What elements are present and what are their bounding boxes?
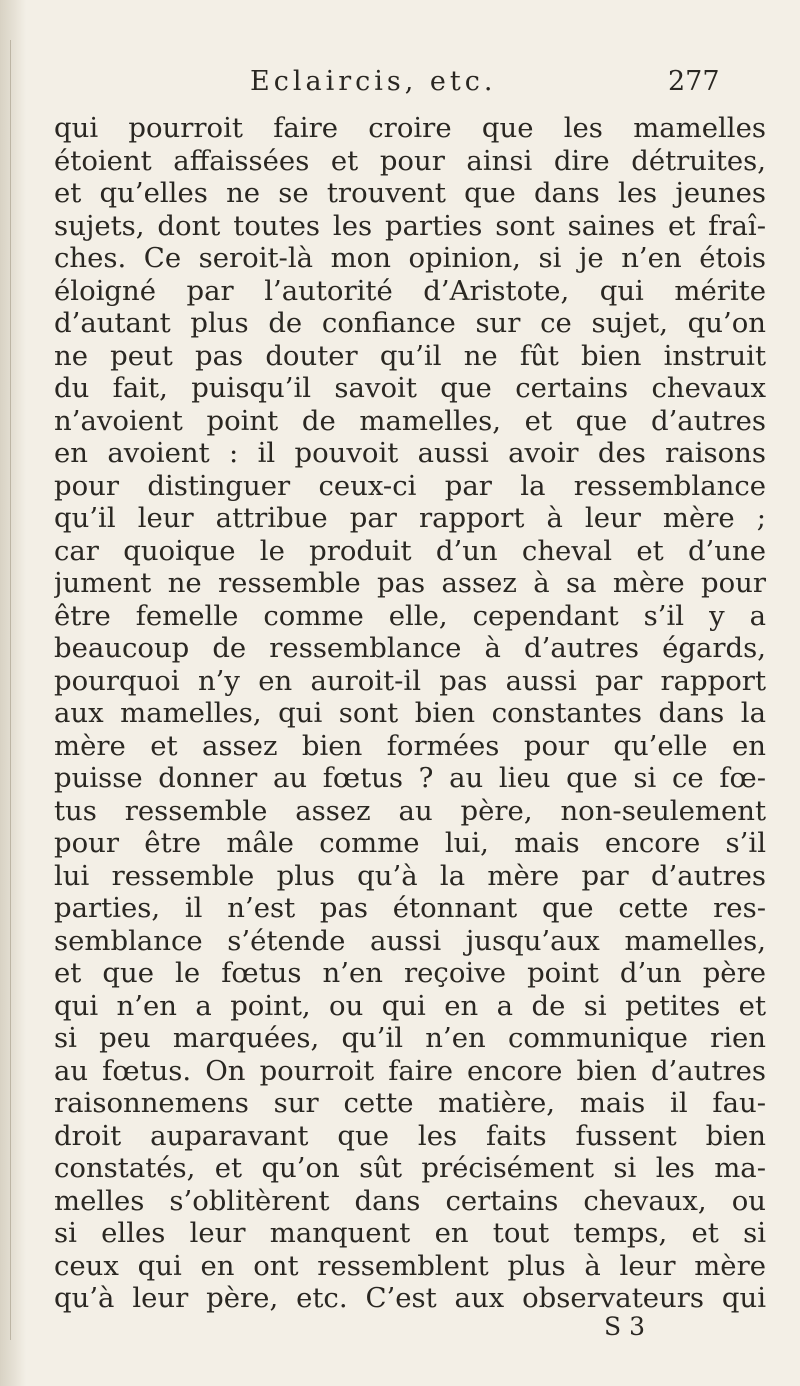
text-line: ne peut pas douter qu’il ne fût bien instruit	[54, 339, 766, 372]
text-line: beaucoup de ressemblance à d’autres égards,	[54, 632, 766, 664]
text-line: n’avoient point de mamelles, et que d’autres	[54, 404, 766, 437]
text-line: pour distinguer ceux-ci par la ressemblance	[54, 469, 766, 502]
text-line: ches. Ce seroit-là mon opinion, si je n’en étois	[54, 242, 766, 274]
page-number: 277	[668, 66, 720, 97]
text-line: melles s’oblitèrent dans certains chevaux, ou	[54, 1184, 766, 1217]
text-line: si elles leur manquent en tout temps, et si	[54, 1217, 766, 1249]
text-line: sujets, dont toutes les parties sont saines et fraî-	[54, 209, 766, 242]
text-line: constatés, et qu’on sût précisément si les ma-	[54, 1152, 766, 1184]
body-text	[54, 112, 766, 1315]
signature-mark: S 3	[604, 1312, 645, 1341]
text-line: du fait, puisqu’il savoit que certains chevaux	[54, 372, 766, 404]
text-line: en avoient : il pouvoit aussi avoir des raisons	[54, 437, 766, 469]
text-line: raisonnemens sur cette matière, mais il fau-	[54, 1087, 766, 1119]
text-line: au fœtus. On pourroit faire encore bien d’autres	[54, 1054, 766, 1087]
text-line: et qu’elles ne se trouvent que dans les jeunes	[54, 177, 766, 209]
page-header	[0, 66, 800, 106]
text-line: semblance s’étende aussi jusqu’aux mamelles,	[54, 924, 766, 957]
text-line: aux mamelles, qui sont bien constantes dans la	[54, 697, 766, 729]
text-line: parties, il n’est pas étonnant que cette res-	[54, 892, 766, 924]
text-line: pour être mâle comme lui, mais encore s’il	[54, 827, 766, 859]
text-line: d’autant plus de confiance sur ce sujet, qu’on	[54, 307, 766, 339]
text-line: si peu marquées, qu’il n’en communique rien	[54, 1022, 766, 1054]
text-line: et que le fœtus n’en reçoive point d’un père	[54, 957, 766, 989]
text-line: jument ne ressemble pas assez à sa mère pour	[54, 567, 766, 599]
text-line: puisse donner au fœtus ? au lieu que si ce fœ-	[54, 762, 766, 794]
text-line: mère et assez bien formées pour qu’elle en	[54, 729, 766, 762]
text-line: qui pourroit faire croire que les mamelles	[54, 112, 766, 144]
text-line: droit auparavant que les faits fussent bien	[54, 1119, 766, 1152]
binding-gutter	[0, 0, 26, 1386]
text-line: être femelle comme elle, cependant s’il y a	[54, 599, 766, 632]
text-line: pourquoi n’y en auroit-il pas aussi par rapport	[54, 664, 766, 697]
text-line: éloigné par l’autorité d’Aristote, qui mérite	[54, 274, 766, 307]
text-line: étoient affaissées et pour ainsi dire détruites,	[54, 144, 766, 177]
text-line: qu’il leur attribue par rapport à leur mère ;	[54, 502, 766, 534]
text-line: ceux qui en ont ressemblent plus à leur mère	[54, 1249, 766, 1282]
running-head: Eclaircis, etc.	[250, 66, 497, 97]
gutter-shadow-line	[10, 40, 11, 1340]
text-line: car quoique le produit d’un cheval et d’une	[54, 534, 766, 567]
text-line: lui ressemble plus qu’à la mère par d’autres	[54, 859, 766, 892]
text-line: tus ressemble assez au père, non-seulement	[54, 794, 766, 827]
text-line: qui n’en a point, ou qui en a de si petites et	[54, 989, 766, 1022]
text-line: qu’à leur père, etc. C’est aux observateurs qui	[54, 1282, 766, 1314]
